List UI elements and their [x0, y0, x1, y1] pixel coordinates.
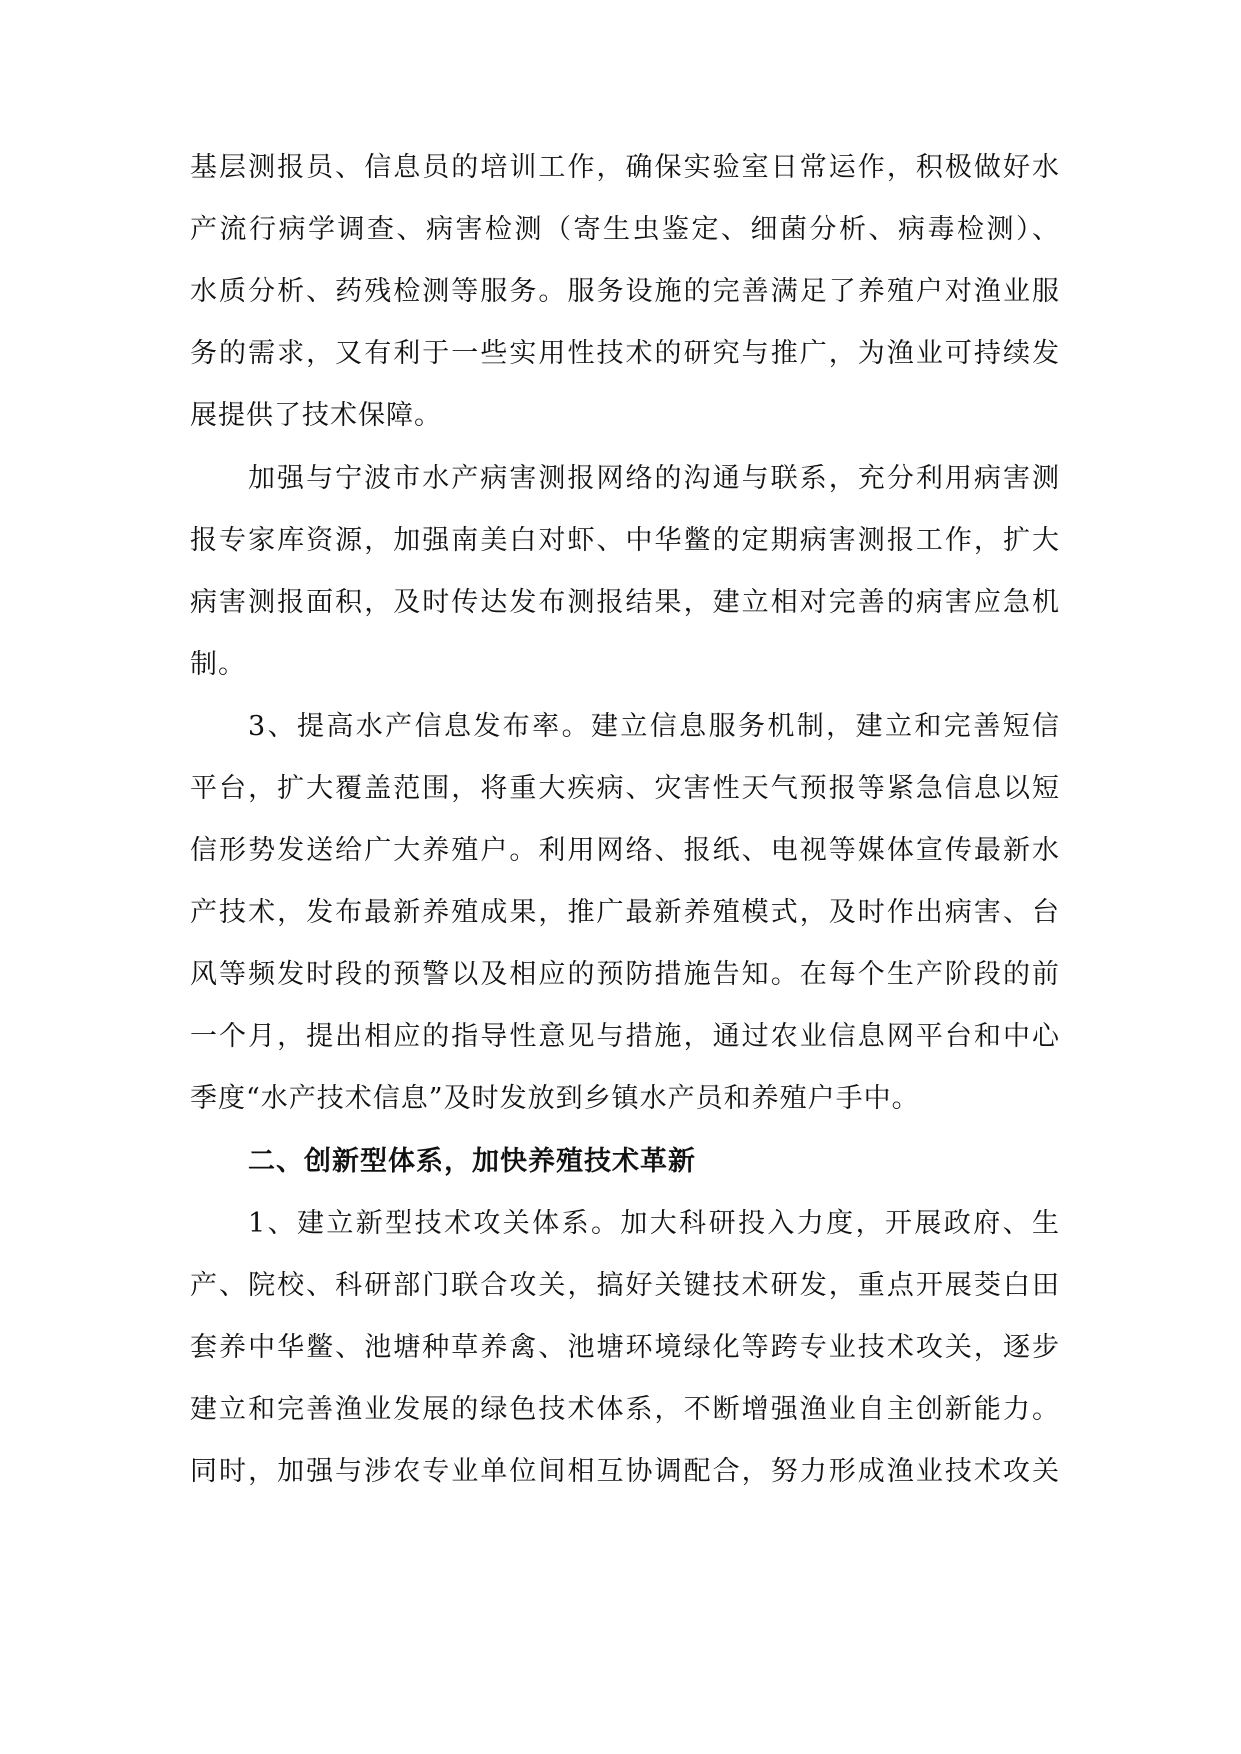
text-line: 制。	[190, 649, 246, 680]
paragraph-first-line: 加强与宁波市水产病害测报网络的沟通与联系，充分利用病害测	[248, 463, 1060, 494]
paragraph-first-line: 1、建立新型技术攻关体系。加大科研投入力度，开展政府、生	[248, 1208, 1060, 1239]
text-line: 套养中华鳖、池塘种草养禽、池塘环境绿化等跨专业技术攻关，逐步	[190, 1332, 1060, 1363]
text-line: 风等频发时段的预警以及相应的预防措施告知。在每个生产阶段的前	[190, 959, 1060, 990]
text-line: 报专家库资源，加强南美白对虾、中华鳖的定期病害测报工作，扩大	[190, 525, 1060, 556]
text-line: 季度“水产技术信息”及时发放到乡镇水产员和养殖户手中。	[190, 1083, 920, 1114]
text-line: 展提供了技术保障。	[190, 400, 442, 431]
text-line: 水质分析、药残检测等服务。服务设施的完善满足了养殖户对渔业服	[190, 276, 1060, 307]
text-line: 产流行病学调查、病害检测（寄生虫鉴定、细菌分析、病毒检测）、	[190, 214, 1060, 245]
text-line: 产、院校、科研部门联合攻关，搞好关键技术研发，重点开展茭白田	[190, 1270, 1060, 1301]
text-line: 基层测报员、信息员的培训工作，确保实验室日常运作，积极做好水	[190, 152, 1060, 183]
text-line: 务的需求，又有利于一些实用性技术的研究与推广，为渔业可持续发	[190, 338, 1060, 369]
text-line: 一个月，提出相应的指导性意见与措施，通过农业信息网平台和中心	[190, 1021, 1060, 1052]
paragraph-first-line: 3、提高水产信息发布率。建立信息服务机制，建立和完善短信	[248, 711, 1060, 742]
text-line: 建立和完善渔业发展的绿色技术体系，不断增强渔业自主创新能力。	[190, 1394, 1060, 1425]
text-line: 信形势发送给广大养殖户。利用网络、报纸、电视等媒体宣传最新水	[190, 835, 1060, 866]
section-heading: 二、创新型体系，加快养殖技术革新	[248, 1146, 696, 1177]
text-line: 平台，扩大覆盖范围，将重大疾病、灾害性天气预报等紧急信息以短	[190, 773, 1060, 804]
text-line: 产技术，发布最新养殖成果，推广最新养殖模式，及时作出病害、台	[190, 897, 1060, 928]
text-line: 同时，加强与涉农专业单位间相互协调配合，努力形成渔业技术攻关	[190, 1456, 1060, 1487]
text-line: 病害测报面积，及时传达发布测报结果，建立相对完善的病害应急机	[190, 587, 1060, 618]
